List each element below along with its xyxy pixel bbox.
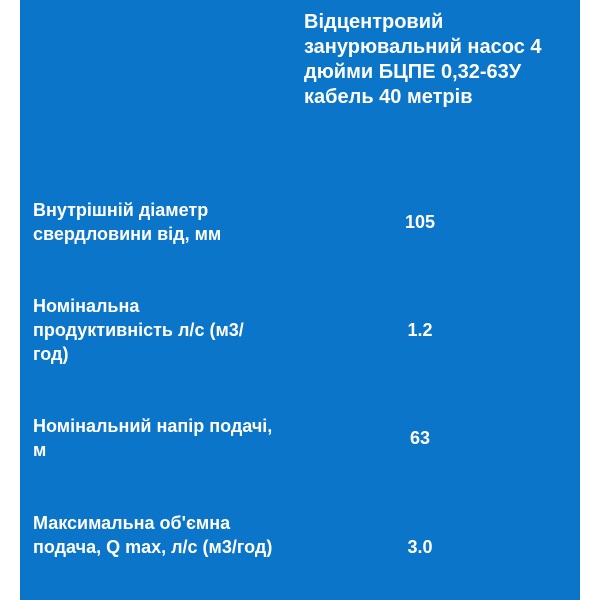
spec-table	[20, 0, 580, 600]
row-value-nominal-flow: 1.2	[407, 320, 433, 340]
row-value-max-flow: 3.0	[407, 537, 433, 557]
row-label-nominal-flow: Номінальна продуктивність л/с (м3/год)	[33, 296, 244, 364]
row-label-well-diameter: Внутрішній діаметр свердловини від, мм	[33, 200, 222, 244]
row-label-nominal-head: Номінальний напір подачі, м	[33, 416, 273, 460]
row-label-max-flow: Максимальна об'ємна подача, Q max, л/с (м3/год)	[33, 513, 273, 557]
row-value-nominal-head: 63	[409, 428, 431, 448]
product-title-header: Відцентровий занурювальний насос 4 дюйми БЦПЕ 0,32-63У кабель 40 метрів	[304, 11, 542, 108]
row-value-well-diameter: 105	[404, 212, 436, 232]
